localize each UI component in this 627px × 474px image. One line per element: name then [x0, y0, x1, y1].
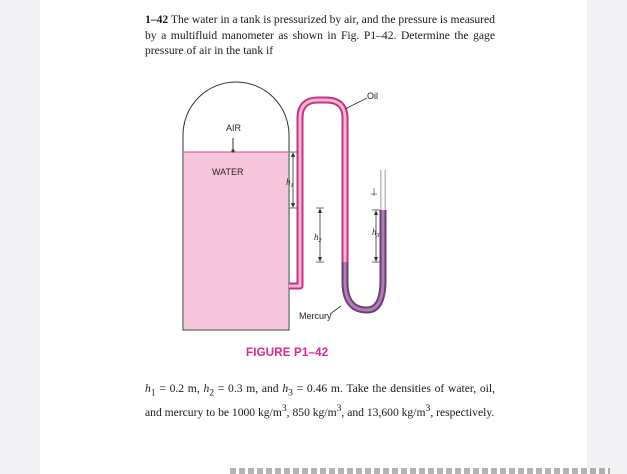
- cut-off-next-problem: [230, 468, 610, 474]
- h2-var: h: [203, 382, 210, 395]
- h2-symbol: $h_2$: [314, 232, 322, 244]
- given-values: [145, 381, 495, 420]
- h1-subscript: 1: [150, 387, 156, 399]
- oil-label: Oil: [367, 91, 378, 101]
- h1-value: = 0.2 m,: [155, 382, 204, 395]
- oil-leader: [345, 98, 367, 109]
- mercury-u-tube: [345, 210, 383, 310]
- mercury-label: Mercury: [299, 311, 332, 321]
- h2-subscript: 2: [209, 387, 215, 399]
- h3-var: h: [282, 382, 289, 395]
- h3-symbol: $h_3$: [372, 227, 380, 239]
- exponent-2: 3: [336, 402, 342, 414]
- free-surface-marker: [371, 188, 377, 196]
- mercury-u-tube-inner: [345, 210, 383, 310]
- manometer-tube-upper: [289, 100, 345, 286]
- h3-value-and-densities: = 0.46 m. Take the densities of water, oil, and mercury to be 1000 kg/m: [145, 382, 495, 419]
- problem-body: The water in a tank is pressurized by air, and the pressure is measured by a multifluid manometer as shown in Fig. P1–42. Determine the gage pressure of air in the tank if: [145, 13, 495, 57]
- h2-value: = 0.3 m, and: [214, 382, 283, 395]
- h1-symbol: $h_1$: [286, 177, 294, 189]
- problem-number: 1–42: [145, 13, 169, 26]
- figure-caption: FIGURE P1–42: [246, 347, 329, 359]
- given-end: , respectively.: [430, 405, 495, 419]
- water-region: [184, 152, 288, 329]
- air-label: AIR: [226, 123, 242, 133]
- mercury-leader: [330, 306, 341, 314]
- oil-density: , 850 kg/m: [286, 405, 337, 419]
- h3-subscript: 3: [288, 387, 293, 399]
- exponent-3: 3: [425, 402, 431, 414]
- mercury-density: , and 13,600 kg/m: [341, 405, 426, 419]
- h1-var: h: [145, 382, 151, 395]
- exponent-1: 3: [281, 402, 287, 414]
- pressure-point: [231, 149, 234, 152]
- water-label: WATER: [212, 167, 244, 177]
